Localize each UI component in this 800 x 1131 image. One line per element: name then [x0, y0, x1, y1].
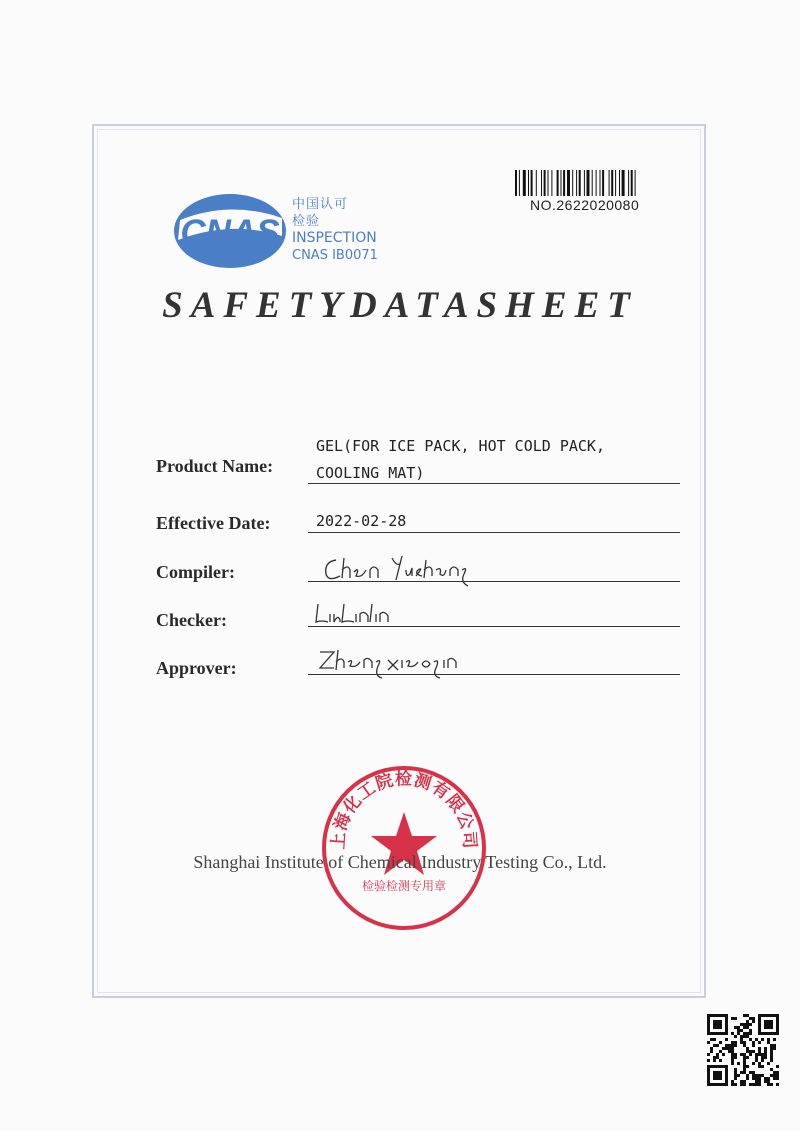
barcode-bar	[557, 170, 559, 196]
qr-module	[743, 1044, 746, 1047]
qr-module	[719, 1059, 722, 1062]
barcode-bar	[563, 170, 565, 196]
qr-module	[710, 1038, 713, 1041]
qr-module	[749, 1017, 752, 1020]
qr-module	[749, 1071, 752, 1074]
cnas-brand-text: CNAS	[180, 213, 280, 252]
qr-module	[725, 1038, 728, 1041]
qr-module	[734, 1044, 737, 1047]
company-name: Shanghai Institute of Chemical Industry Testing Co., Ltd.	[193, 852, 607, 872]
qr-module	[767, 1038, 770, 1041]
qr-module	[740, 1071, 743, 1074]
qr-module	[737, 1026, 740, 1029]
qr-module	[716, 1044, 719, 1047]
product-name-label: Product Name:	[156, 456, 274, 476]
effective-date-label: Effective Date:	[156, 513, 271, 533]
qr-module	[713, 1056, 716, 1059]
cnas-caption	[292, 196, 378, 264]
qr-module	[770, 1059, 773, 1062]
qr-module	[731, 1053, 734, 1056]
qr-module	[755, 1080, 758, 1083]
barcode-bar	[584, 170, 585, 196]
qr-module	[746, 1077, 749, 1080]
qr-module	[764, 1047, 767, 1050]
qr-module	[758, 1062, 761, 1065]
qr-module	[734, 1035, 737, 1038]
checker-underline	[308, 626, 680, 627]
qr-module	[752, 1071, 755, 1074]
qr-module	[734, 1056, 737, 1059]
qr-module	[758, 1074, 761, 1077]
barcode-bar	[548, 170, 549, 196]
qr-module	[764, 1077, 767, 1080]
approver-underline	[308, 674, 680, 675]
approver-label: Approver:	[156, 658, 237, 678]
barcode-bar	[635, 170, 636, 196]
qr-module	[734, 1083, 737, 1086]
qr-module	[734, 1068, 737, 1071]
qr-module	[761, 1074, 764, 1077]
qr-module	[731, 1032, 734, 1035]
qr-module	[770, 1047, 773, 1050]
qr-module	[749, 1029, 752, 1032]
qr-module	[731, 1062, 734, 1065]
qr-module	[767, 1077, 770, 1080]
qr-module	[749, 1032, 752, 1035]
barcode-bar	[572, 170, 573, 196]
product-name-value-line1: GEL(FOR ICE PACK, HOT COLD PACK,	[316, 437, 605, 455]
qr-module	[761, 1053, 764, 1056]
qr-module	[713, 1059, 716, 1062]
product-name-underline	[308, 483, 680, 484]
qr-module	[749, 1050, 752, 1053]
qr-module	[731, 1056, 734, 1059]
qr-module	[770, 1053, 773, 1056]
qr-module	[746, 1065, 749, 1068]
qr-module	[707, 1059, 710, 1062]
qr-module	[770, 1056, 773, 1059]
official-seal	[318, 762, 490, 934]
compiler-signature	[322, 552, 472, 588]
barcode	[515, 170, 677, 196]
qr-module	[776, 1077, 779, 1080]
effective-date-value: 2022-02-28	[316, 512, 407, 530]
qr-module	[746, 1056, 749, 1059]
barcode-bar	[611, 170, 613, 196]
qr-module	[758, 1053, 761, 1056]
barcode-bar	[600, 170, 601, 196]
barcode-bar	[544, 170, 546, 196]
qr-module	[740, 1029, 743, 1032]
qr-module	[740, 1080, 743, 1083]
qr-module	[713, 1044, 716, 1047]
barcode-bar	[596, 170, 597, 196]
checker-label: Checker:	[156, 610, 227, 630]
qr-module	[764, 1050, 767, 1053]
qr-module	[773, 1071, 776, 1074]
barcode-bar	[609, 170, 610, 196]
qr-module	[731, 1059, 734, 1062]
qr-module	[719, 1050, 722, 1053]
qr-module	[707, 1041, 710, 1044]
qr-module	[728, 1050, 731, 1053]
qr-module	[758, 1041, 761, 1044]
qr-module	[743, 1059, 746, 1062]
qr-module	[734, 1074, 737, 1077]
qr-module	[743, 1071, 746, 1074]
qr-module	[740, 1053, 743, 1056]
approver-signature	[316, 646, 466, 682]
seal-subtext: 检验检测专用章	[361, 879, 447, 893]
qr-module	[773, 1038, 776, 1041]
barcode-bar	[536, 170, 537, 196]
report-number: NO.2622020080	[530, 197, 640, 213]
qr-module	[752, 1020, 755, 1023]
qr-module	[755, 1056, 758, 1059]
qr-module	[761, 1059, 764, 1062]
cnas-logo	[170, 190, 290, 272]
qr-module	[731, 1080, 734, 1083]
cnas-zh-line1: 中国认可	[292, 197, 349, 212]
qr-module	[731, 1017, 734, 1020]
cnas-zh-line2: 检验	[292, 214, 321, 229]
qr-module	[752, 1044, 755, 1047]
qr-module	[743, 1014, 746, 1017]
qr-module	[776, 1083, 779, 1086]
qr-module	[755, 1077, 758, 1080]
qr-module	[767, 1083, 770, 1086]
barcode-bar	[622, 170, 625, 196]
qr-module	[767, 1041, 770, 1044]
barcode-bar	[541, 170, 542, 196]
qr-module	[728, 1047, 731, 1050]
qr-module	[743, 1053, 746, 1056]
qr-module	[743, 1068, 746, 1071]
qr-module	[770, 1050, 773, 1053]
qr-module	[725, 1044, 728, 1047]
qr-module	[728, 1044, 731, 1047]
qr-module	[737, 1029, 740, 1032]
qr-module	[743, 1056, 746, 1059]
qr-module	[764, 1056, 767, 1059]
qr-module	[743, 1032, 746, 1035]
qr-module	[737, 1032, 740, 1035]
qr-module	[758, 1077, 761, 1080]
qr-module	[740, 1035, 743, 1038]
qr-module	[758, 1083, 761, 1086]
qr-module	[740, 1023, 743, 1026]
qr-code	[707, 1014, 779, 1086]
qr-module	[719, 1041, 722, 1044]
qr-module	[773, 1077, 776, 1080]
qr-module	[752, 1017, 755, 1020]
qr-module	[755, 1083, 758, 1086]
barcode-bar	[615, 170, 616, 196]
qr-module	[707, 1053, 710, 1056]
compiler-label: Compiler:	[156, 562, 235, 582]
barcode-bar	[592, 170, 593, 196]
qr-module	[743, 1080, 746, 1083]
qr-finder	[764, 1020, 773, 1029]
qr-module	[761, 1038, 764, 1041]
qr-module	[746, 1032, 749, 1035]
qr-module	[752, 1041, 755, 1044]
qr-module	[749, 1053, 752, 1056]
qr-module	[731, 1044, 734, 1047]
page-title: SAFETYDATASHEET	[162, 285, 638, 326]
qr-module	[731, 1041, 734, 1044]
qr-module	[725, 1047, 728, 1050]
qr-module	[743, 1023, 746, 1026]
qr-module	[731, 1047, 734, 1050]
qr-module	[734, 1017, 737, 1020]
qr-module	[776, 1071, 779, 1074]
qr-module	[752, 1074, 755, 1077]
qr-module	[743, 1062, 746, 1065]
qr-module	[761, 1056, 764, 1059]
qr-module	[716, 1053, 719, 1056]
barcode-bar	[619, 170, 620, 196]
barcode-bar	[628, 170, 629, 196]
qr-module	[734, 1026, 737, 1029]
qr-module	[758, 1080, 761, 1083]
qr-module	[758, 1065, 761, 1068]
barcode-bar	[576, 170, 577, 196]
qr-module	[734, 1077, 737, 1080]
qr-module	[776, 1065, 779, 1068]
barcode-bar	[602, 170, 604, 196]
qr-module	[752, 1083, 755, 1086]
cnas-en-line2: CNAS IB0071	[292, 248, 378, 263]
barcode-bar	[561, 170, 562, 196]
qr-module	[743, 1083, 746, 1086]
qr-module	[755, 1074, 758, 1077]
qr-module	[731, 1083, 734, 1086]
qr-module	[746, 1014, 749, 1017]
barcode-bar	[528, 170, 529, 196]
barcode-bar	[631, 170, 633, 196]
qr-module	[764, 1080, 767, 1083]
qr-module	[734, 1053, 737, 1056]
qr-module	[749, 1083, 752, 1086]
qr-module	[731, 1050, 734, 1053]
seal-arc-text: 上海化工院检测有限公司	[328, 769, 480, 851]
qr-module	[737, 1062, 740, 1065]
qr-module	[764, 1053, 767, 1056]
compiler-underline	[308, 581, 680, 582]
qr-module	[743, 1035, 746, 1038]
qr-module	[755, 1053, 758, 1056]
qr-module	[746, 1023, 749, 1026]
qr-module	[758, 1047, 761, 1050]
qr-module	[746, 1026, 749, 1029]
qr-module	[746, 1047, 749, 1050]
qr-module	[752, 1062, 755, 1065]
barcode-bar	[531, 170, 533, 196]
qr-module	[752, 1077, 755, 1080]
qr-module	[749, 1023, 752, 1026]
effective-date-underline	[308, 532, 680, 533]
qr-module	[722, 1053, 725, 1056]
qr-module	[749, 1038, 752, 1041]
qr-module	[773, 1074, 776, 1077]
qr-module	[740, 1083, 743, 1086]
qr-module	[755, 1059, 758, 1062]
qr-module	[734, 1041, 737, 1044]
qr-module	[746, 1020, 749, 1023]
qr-finder	[713, 1020, 722, 1029]
qr-module	[743, 1065, 746, 1068]
qr-module	[755, 1038, 758, 1041]
barcode-bar	[515, 170, 517, 196]
qr-module	[740, 1038, 743, 1041]
qr-module	[770, 1083, 773, 1086]
qr-module	[761, 1065, 764, 1068]
qr-module	[722, 1047, 725, 1050]
qr-module	[752, 1050, 755, 1053]
qr-module	[710, 1047, 713, 1050]
qr-module	[737, 1074, 740, 1077]
qr-module	[713, 1038, 716, 1041]
qr-module	[773, 1044, 776, 1047]
qr-finder	[713, 1071, 722, 1080]
barcode-bar	[519, 170, 520, 196]
qr-module	[746, 1050, 749, 1053]
qr-module	[716, 1056, 719, 1059]
qr-module	[758, 1050, 761, 1053]
barcode-bar	[551, 170, 552, 196]
qr-module	[767, 1080, 770, 1083]
barcode-bar	[567, 170, 570, 196]
barcode-bar	[579, 170, 581, 196]
qr-module	[740, 1041, 743, 1044]
qr-module	[767, 1062, 770, 1065]
qr-module	[776, 1074, 779, 1077]
barcode-bar	[523, 170, 526, 196]
barcode-bar	[587, 170, 590, 196]
qr-module	[743, 1026, 746, 1029]
qr-module	[770, 1044, 773, 1047]
qr-module	[746, 1074, 749, 1077]
qr-module	[773, 1047, 776, 1050]
qr-module	[734, 1071, 737, 1074]
qr-module	[710, 1050, 713, 1053]
product-name-value-line2: COOLING MAT)	[316, 464, 425, 482]
qr-module	[746, 1035, 749, 1038]
qr-module	[743, 1041, 746, 1044]
qr-module	[770, 1068, 773, 1071]
qr-module	[770, 1074, 773, 1077]
cnas-en-line1: INSPECTION	[292, 230, 377, 246]
